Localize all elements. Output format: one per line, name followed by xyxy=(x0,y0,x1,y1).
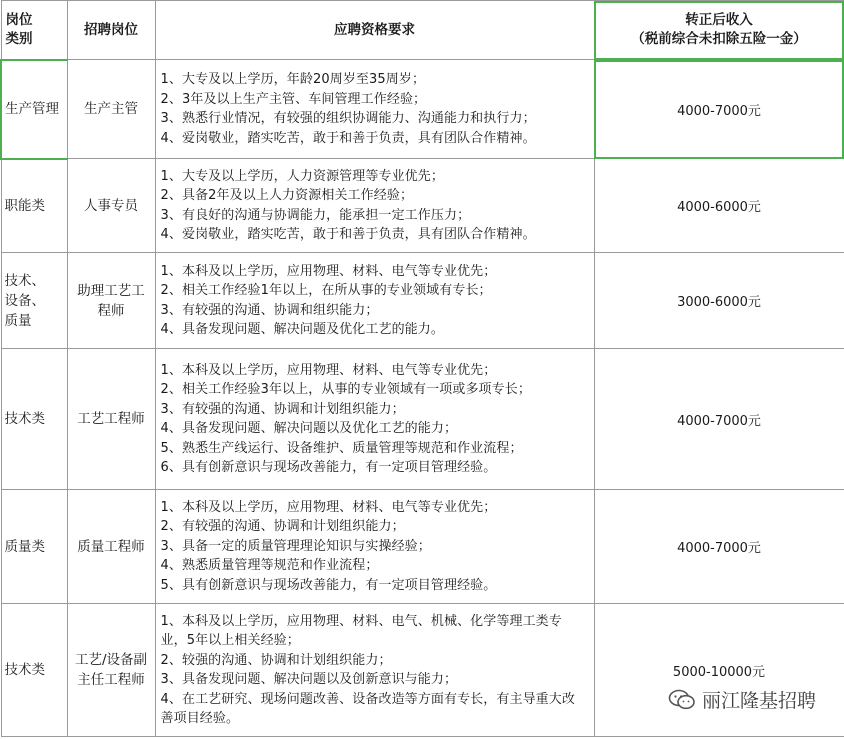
requirement-line: 2、相关工作经验1年以上，在所从事的专业领域有专长； xyxy=(160,283,492,298)
requirement-line: 4、具备发现问题、解决问题及优化工艺的能力。 xyxy=(160,322,444,337)
table-header-row xyxy=(1,1,844,60)
category-line: 质量 xyxy=(4,312,32,329)
header-position: 招聘岗位 xyxy=(67,1,155,60)
requirement-line: 2、相关工作经验3年以上，从事的专业领域有一项或多项专长； xyxy=(160,382,531,397)
position-line: 主任工程师 xyxy=(77,672,145,688)
header-category-line1: 岗位 xyxy=(5,11,33,28)
row-position: 人事专员 xyxy=(67,159,155,253)
row-category: 质量类 xyxy=(1,490,67,604)
table-row xyxy=(1,159,844,253)
row-requirements xyxy=(155,60,594,159)
header-salary xyxy=(594,1,844,60)
requirement-line: 4、具备发现问题、解决问题以及优化工艺的能力； xyxy=(160,421,458,436)
position-line: 助理工艺工 xyxy=(77,282,145,299)
category-line: 技术、 xyxy=(4,272,45,289)
row-requirements xyxy=(155,490,594,604)
requirement-line: 1、大专及以上学历，年龄20周岁至35周岁； xyxy=(160,72,426,87)
row-requirements xyxy=(155,159,594,253)
row-requirements xyxy=(155,253,594,349)
row-category: 技术类 xyxy=(1,349,67,490)
position-line: 工艺/设备副 xyxy=(74,652,148,668)
requirement-line: 2、3年及以上生产主管、车间管理工作经验； xyxy=(160,91,427,107)
row-position xyxy=(67,253,155,349)
header-requirements: 应聘资格要求 xyxy=(155,1,594,60)
requirement-line: 2、较强的沟通、协调和计划组织能力； xyxy=(160,652,392,668)
requirement-line: 2、有较强的沟通、协调和计划组织能力； xyxy=(160,519,405,535)
header-salary-line2: （税前综合未扣除五险一金） xyxy=(631,31,807,47)
row-category: 技术类 xyxy=(1,604,67,737)
row-category: 生产管理 xyxy=(1,60,67,159)
table-row xyxy=(1,253,844,349)
row-position: 质量工程师 xyxy=(67,490,155,604)
watermark xyxy=(666,686,818,713)
header-category-line2: 类别 xyxy=(5,30,33,47)
row-position: 工艺工程师 xyxy=(67,349,155,490)
requirement-line: 3、有良好的沟通与协调能力，能承担一定工作压力； xyxy=(160,207,471,223)
requirement-line: 5、熟悉生产线运行、设备维护、质量管理等规范和作业流程； xyxy=(160,440,523,456)
requirement-line: 3、有较强的沟通、协调和计划组织能力； xyxy=(160,401,405,417)
category-line: 设备、 xyxy=(4,292,45,309)
header-category xyxy=(1,1,67,60)
requirement-line: 4、爱岗敬业，踏实吃苦，敢于和善于负责，具有团队合作精神。 xyxy=(160,130,536,146)
table-row xyxy=(1,349,844,490)
row-category: 职能类 xyxy=(1,159,67,253)
row-salary: 4000-7000元 xyxy=(594,349,844,490)
requirement-line: 6、具有创新意识与现场改善能力，有一定项目管理经验。 xyxy=(160,460,497,475)
row-salary: 3000-6000元 xyxy=(594,253,844,349)
table-row xyxy=(1,60,844,159)
row-category xyxy=(1,253,67,349)
requirement-line: 1、本科及以上学历，应用物理、材料、电气等专业优先； xyxy=(160,263,497,279)
requirement-line: 3、有较强的沟通、协调和组织能力； xyxy=(160,302,379,318)
row-position xyxy=(67,604,155,737)
requirement-line: 1、大专及以上学历，人力资源管理等专业优先； xyxy=(160,168,444,184)
row-requirements xyxy=(155,349,594,490)
requirement-line: 5、具有创新意识与现场改善能力，有一定项目管理经验。 xyxy=(160,577,497,593)
row-salary: 4000-7000元 xyxy=(594,60,844,159)
watermark-text: 丽江隆基招聘 xyxy=(701,690,816,712)
header-salary-line1: 转正后收入 xyxy=(685,12,753,28)
row-position: 生产主管 xyxy=(67,60,155,159)
requirement-line: 2、具备2年及以上人力资源相关工作经验； xyxy=(160,188,414,203)
row-salary: 4000-6000元 xyxy=(594,159,844,253)
row-requirements xyxy=(155,604,594,737)
table-row xyxy=(1,604,844,737)
requirement-line: 1、本科及以上学历，应用物理、材料、电气等专业优先； xyxy=(160,362,497,378)
requirement-line: 1、本科及以上学历，应用物理、材料、电气等专业优先； xyxy=(160,499,497,515)
position-line: 程师 xyxy=(97,302,125,319)
table-row xyxy=(1,490,844,604)
requirement-line: 3、具备发现问题、解决问题以及创新意识与能力； xyxy=(160,672,458,687)
requirement-line: 3、具备一定的质量管理理论知识与实操经验； xyxy=(160,538,431,554)
requirement-line: 3、熟悉行业情况，有较强的组织协调能力、沟通能力和执行力； xyxy=(160,111,536,126)
wechat-icon xyxy=(668,689,696,711)
row-salary: 4000-7000元 xyxy=(594,490,844,604)
requirement-line: 4、爱岗敬业，踏实吃苦，敢于和善于负责，具有团队合作精神。 xyxy=(160,227,536,242)
row-salary: 5000-10000元 xyxy=(594,604,844,737)
requirement-line: 4、熟悉质量管理等规范和作业流程； xyxy=(160,558,379,574)
requirement-line: 4、在工艺研究、现场问题改善、设备改造等方面有专长，有主导重大改善项目经验。 xyxy=(160,691,575,726)
requirement-line: 1、本科及以上学历，应用物理、材料、电气、机械、化学等理工类专业，5年以上相关经验； xyxy=(160,613,562,648)
